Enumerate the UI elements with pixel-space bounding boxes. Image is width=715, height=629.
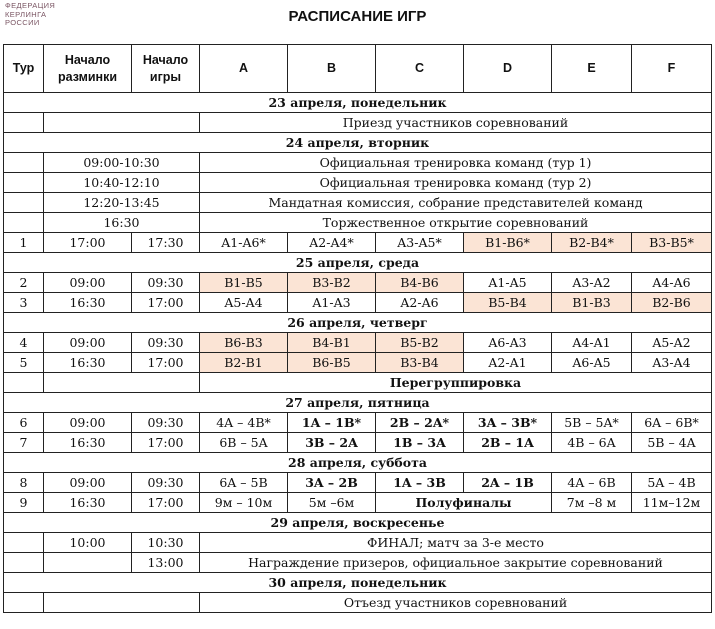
tour-cell bbox=[4, 153, 44, 173]
event-row bbox=[4, 113, 712, 133]
event-time bbox=[44, 113, 200, 133]
event-row bbox=[4, 213, 712, 233]
match-cell: 5м –6м bbox=[288, 493, 376, 513]
tour-cell bbox=[4, 213, 44, 233]
header-sheet-d: D bbox=[464, 45, 552, 93]
event-time: 16:30 bbox=[44, 213, 200, 233]
day-row bbox=[4, 133, 712, 153]
match-sheet-e: 5B – 5A* bbox=[552, 413, 632, 433]
final-row bbox=[4, 533, 712, 553]
warmup-time: 16:30 bbox=[44, 433, 132, 453]
match-sheet-d: 2A – 1B bbox=[464, 473, 552, 493]
match-sheet-b: 3B – 2A bbox=[288, 433, 376, 453]
day-label: 26 апреля, четверг bbox=[4, 313, 712, 333]
header-tour: Тур bbox=[4, 45, 44, 93]
match-sheet-b: B4-B1 bbox=[288, 333, 376, 353]
header-sheet-b: B bbox=[288, 45, 376, 93]
header-sheet-a: A bbox=[200, 45, 288, 93]
event-time bbox=[44, 373, 200, 393]
day-label: 25 апреля, среда bbox=[4, 253, 712, 273]
event-row bbox=[4, 593, 712, 613]
day-label: 30 апреля, понедельник bbox=[4, 573, 712, 593]
warmup-time: 09:00 bbox=[44, 333, 132, 353]
game-time: 09:30 bbox=[132, 273, 200, 293]
event-text: Официальная тренировка команд (тур 2) bbox=[200, 173, 712, 193]
event-text: ФИНАЛ; матч за 3-е место bbox=[200, 533, 712, 553]
match-sheet-f: 5B – 4A bbox=[632, 433, 712, 453]
match-sheet-b: B6-B5 bbox=[288, 353, 376, 373]
warmup-time: 09:00 bbox=[44, 473, 132, 493]
match-sheet-d: 2B – 1A bbox=[464, 433, 552, 453]
game-time: 10:30 bbox=[132, 533, 200, 553]
warmup-time: 16:30 bbox=[44, 353, 132, 373]
event-text: Торжественное открытие соревнований bbox=[200, 213, 712, 233]
match-sheet-c: 2B – 2A* bbox=[376, 413, 464, 433]
match-sheet-f: A3-A4 bbox=[632, 353, 712, 373]
game-row bbox=[4, 333, 712, 353]
event-row bbox=[4, 173, 712, 193]
day-row bbox=[4, 393, 712, 413]
event-text: Мандатная комиссия, собрание представителей команд bbox=[200, 193, 712, 213]
event-row bbox=[4, 153, 712, 173]
day-row bbox=[4, 93, 712, 113]
day-row bbox=[4, 313, 712, 333]
tour-cell bbox=[4, 533, 44, 553]
game-time: 17:00 bbox=[132, 293, 200, 313]
day-label: 28 апреля, суббота bbox=[4, 453, 712, 473]
tour-cell bbox=[4, 173, 44, 193]
tour-cell bbox=[4, 193, 44, 213]
page-title: РАСПИСАНИЕ ИГР bbox=[288, 8, 427, 25]
game-row bbox=[4, 413, 712, 433]
tour-number: 4 bbox=[4, 333, 44, 353]
header-sheet-f: F bbox=[632, 45, 712, 93]
match-sheet-e: B2-B4* bbox=[552, 233, 632, 253]
game-time: 17:00 bbox=[132, 493, 200, 513]
match-sheet-f: 5A – 4B bbox=[632, 473, 712, 493]
match-sheet-c: A2-A6 bbox=[376, 293, 464, 313]
tour-number: 9 bbox=[4, 493, 44, 513]
header-warmup: Начало разминки bbox=[44, 45, 132, 93]
match-sheet-c: B5-B2 bbox=[376, 333, 464, 353]
game-time: 13:00 bbox=[132, 553, 200, 573]
match-sheet-a: B1-B5 bbox=[200, 273, 288, 293]
tour-cell bbox=[4, 373, 44, 393]
tour-number: 7 bbox=[4, 433, 44, 453]
tour-number: 8 bbox=[4, 473, 44, 493]
tour-number: 6 bbox=[4, 413, 44, 433]
final-row bbox=[4, 553, 712, 573]
tour-number: 5 bbox=[4, 353, 44, 373]
game-time: 09:30 bbox=[132, 333, 200, 353]
day-row bbox=[4, 513, 712, 533]
warmup-time: 10:00 bbox=[44, 533, 132, 553]
header-row bbox=[4, 45, 712, 93]
match-sheet-e: 4B – 6A bbox=[552, 433, 632, 453]
game-row bbox=[4, 493, 712, 513]
match-sheet-f: A4-A6 bbox=[632, 273, 712, 293]
match-sheet-c: 1B – 3A bbox=[376, 433, 464, 453]
event-row bbox=[4, 373, 712, 393]
tour-number: 1 bbox=[4, 233, 44, 253]
game-row bbox=[4, 473, 712, 493]
match-sheet-a: 6A – 5B bbox=[200, 473, 288, 493]
warmup-time: 16:30 bbox=[44, 493, 132, 513]
tour-number: 2 bbox=[4, 273, 44, 293]
event-time: 09:00-10:30 bbox=[44, 153, 200, 173]
header-game-start: Начало игры bbox=[132, 45, 200, 93]
day-label: 24 апреля, вторник bbox=[4, 133, 712, 153]
match-sheet-a: A1-A6* bbox=[200, 233, 288, 253]
match-sheet-c: A3-A5* bbox=[376, 233, 464, 253]
event-text: Приезд участников соревнований bbox=[200, 113, 712, 133]
header-sheet-c: C bbox=[376, 45, 464, 93]
logo-line: КЕРЛИНГА bbox=[5, 9, 47, 19]
game-time: 09:30 bbox=[132, 413, 200, 433]
game-row bbox=[4, 273, 712, 293]
match-sheet-d: B1-B6* bbox=[464, 233, 552, 253]
match-sheet-e: B1-B3 bbox=[552, 293, 632, 313]
match-sheet-d: 3A – 3B* bbox=[464, 413, 552, 433]
day-label: 29 апреля, воскресенье bbox=[4, 513, 712, 533]
tour-number: 3 bbox=[4, 293, 44, 313]
schedule-table bbox=[3, 44, 712, 613]
warmup-time bbox=[44, 553, 132, 573]
match-sheet-f: 6A – 6B* bbox=[632, 413, 712, 433]
match-cell: 7м –8 м bbox=[552, 493, 632, 513]
match-cell: 11м–12м bbox=[632, 493, 712, 513]
game-time: 17:00 bbox=[132, 353, 200, 373]
game-row bbox=[4, 353, 712, 373]
game-time: 17:00 bbox=[132, 433, 200, 453]
day-label: 23 апреля, понедельник bbox=[4, 93, 712, 113]
event-time: 12:20-13:45 bbox=[44, 193, 200, 213]
match-sheet-a: A5-A4 bbox=[200, 293, 288, 313]
match-sheet-e: A4-A1 bbox=[552, 333, 632, 353]
game-row bbox=[4, 233, 712, 253]
match-sheet-a: B2-B1 bbox=[200, 353, 288, 373]
game-row bbox=[4, 433, 712, 453]
day-row bbox=[4, 453, 712, 473]
warmup-time: 09:00 bbox=[44, 413, 132, 433]
match-sheet-e: A6-A5 bbox=[552, 353, 632, 373]
day-row bbox=[4, 573, 712, 593]
match-sheet-b: B3-B2 bbox=[288, 273, 376, 293]
match-sheet-c: 1A – 3B bbox=[376, 473, 464, 493]
event-row bbox=[4, 193, 712, 213]
logo-line: РОССИИ bbox=[5, 18, 40, 27]
event-text: Награждение призеров, официальное закрытие соревнований bbox=[200, 553, 712, 573]
header-sheet-e: E bbox=[552, 45, 632, 93]
tour-cell bbox=[4, 113, 44, 133]
match-cell: 9м – 10м bbox=[200, 493, 288, 513]
match-sheet-d: A2-A1 bbox=[464, 353, 552, 373]
schedule-body bbox=[4, 93, 712, 613]
match-sheet-a: B6-B3 bbox=[200, 333, 288, 353]
day-label: 27 апреля, пятница bbox=[4, 393, 712, 413]
match-sheet-b: 3A – 2B bbox=[288, 473, 376, 493]
match-sheet-a: 4A – 4B* bbox=[200, 413, 288, 433]
match-sheet-b: 1A – 1B* bbox=[288, 413, 376, 433]
event-text: Отъезд участников соревнований bbox=[200, 593, 712, 613]
event-time: 10:40-12:10 bbox=[44, 173, 200, 193]
game-time: 09:30 bbox=[132, 473, 200, 493]
match-sheet-f: B2-B6 bbox=[632, 293, 712, 313]
match-sheet-b: A1-A3 bbox=[288, 293, 376, 313]
match-sheet-d: A6-A3 bbox=[464, 333, 552, 353]
logo-line: ФЕДЕРАЦИЯ bbox=[5, 1, 56, 10]
match-sheet-d: A1-A5 bbox=[464, 273, 552, 293]
tour-cell bbox=[4, 593, 44, 613]
match-sheet-c: B3-B4 bbox=[376, 353, 464, 373]
event-time bbox=[44, 593, 200, 613]
match-sheet-d: B5-B4 bbox=[464, 293, 552, 313]
event-text: Перегруппировка bbox=[200, 373, 712, 393]
match-sheet-e: 4A – 6B bbox=[552, 473, 632, 493]
match-cell: Полуфиналы bbox=[376, 493, 552, 513]
match-sheet-f: A5-A2 bbox=[632, 333, 712, 353]
match-sheet-f: B3-B5* bbox=[632, 233, 712, 253]
tour-cell bbox=[4, 553, 44, 573]
match-sheet-b: A2-A4* bbox=[288, 233, 376, 253]
match-sheet-e: A3-A2 bbox=[552, 273, 632, 293]
match-sheet-a: 6B – 5A bbox=[200, 433, 288, 453]
game-time: 17:30 bbox=[132, 233, 200, 253]
warmup-time: 17:00 bbox=[44, 233, 132, 253]
event-text: Официальная тренировка команд (тур 1) bbox=[200, 153, 712, 173]
warmup-time: 09:00 bbox=[44, 273, 132, 293]
game-row bbox=[4, 293, 712, 313]
warmup-time: 16:30 bbox=[44, 293, 132, 313]
day-row bbox=[4, 253, 712, 273]
match-sheet-c: B4-B6 bbox=[376, 273, 464, 293]
